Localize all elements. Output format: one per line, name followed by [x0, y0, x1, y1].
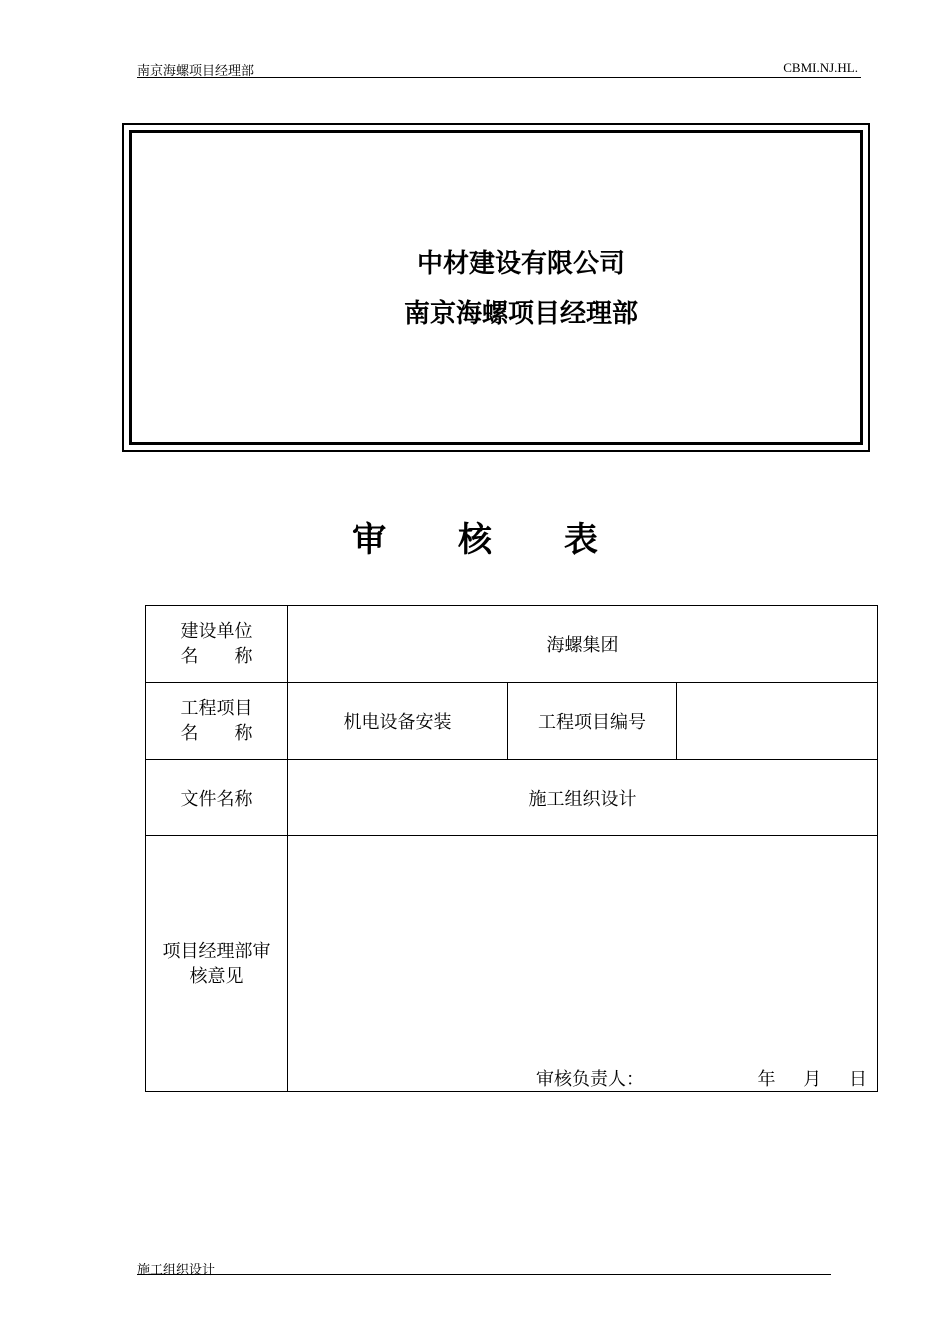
opinion-label-cell [146, 836, 288, 1092]
file-value-cell: 施工组织设计 [288, 760, 878, 836]
owner-label-line1: 建设单位 [180, 621, 253, 642]
table-row-opinion [146, 836, 878, 1092]
project-no-label-cell: 工程项目编号 [508, 683, 677, 760]
footer-rule [137, 1274, 831, 1275]
file-label-cell: 文件名称 [146, 760, 288, 836]
owner-value-cell: 海螺集团 [288, 606, 878, 683]
project-value-cell: 机电设备安装 [288, 683, 508, 760]
review-table [145, 605, 878, 1092]
table-row-owner [146, 606, 878, 683]
project-label-line1: 工程项目 [180, 698, 253, 719]
reviewer-label: 审核负责人： [536, 1069, 644, 1090]
date-placeholder: 年 月 日 [757, 1069, 867, 1090]
owner-label-cell [146, 606, 288, 683]
opinion-label-line2: 核意见 [189, 965, 244, 987]
header-rule [137, 77, 861, 78]
header-right-code: CBMI.NJ.HL. [783, 60, 858, 75]
header-left-text: 南京海螺项目经理部 [137, 64, 255, 79]
table-row-project [146, 683, 878, 760]
project-label-cell [146, 683, 288, 760]
company-box [122, 123, 870, 452]
table-row-file [146, 760, 878, 836]
project-label-line2: 名 称 [180, 723, 253, 744]
opinion-value-cell [288, 836, 878, 1092]
company-name: 中材建设有限公司 [416, 249, 625, 279]
project-no-value-cell [677, 683, 878, 760]
document-title: 审 核 表 [352, 520, 628, 560]
department-name: 南京海螺项目经理部 [403, 299, 638, 329]
opinion-label-line1: 项目经理部审 [162, 940, 271, 962]
owner-label-line2: 名 称 [180, 646, 253, 667]
company-box-inner-border [129, 130, 863, 445]
footer-left-text: 施工组织设计 [137, 1263, 216, 1278]
